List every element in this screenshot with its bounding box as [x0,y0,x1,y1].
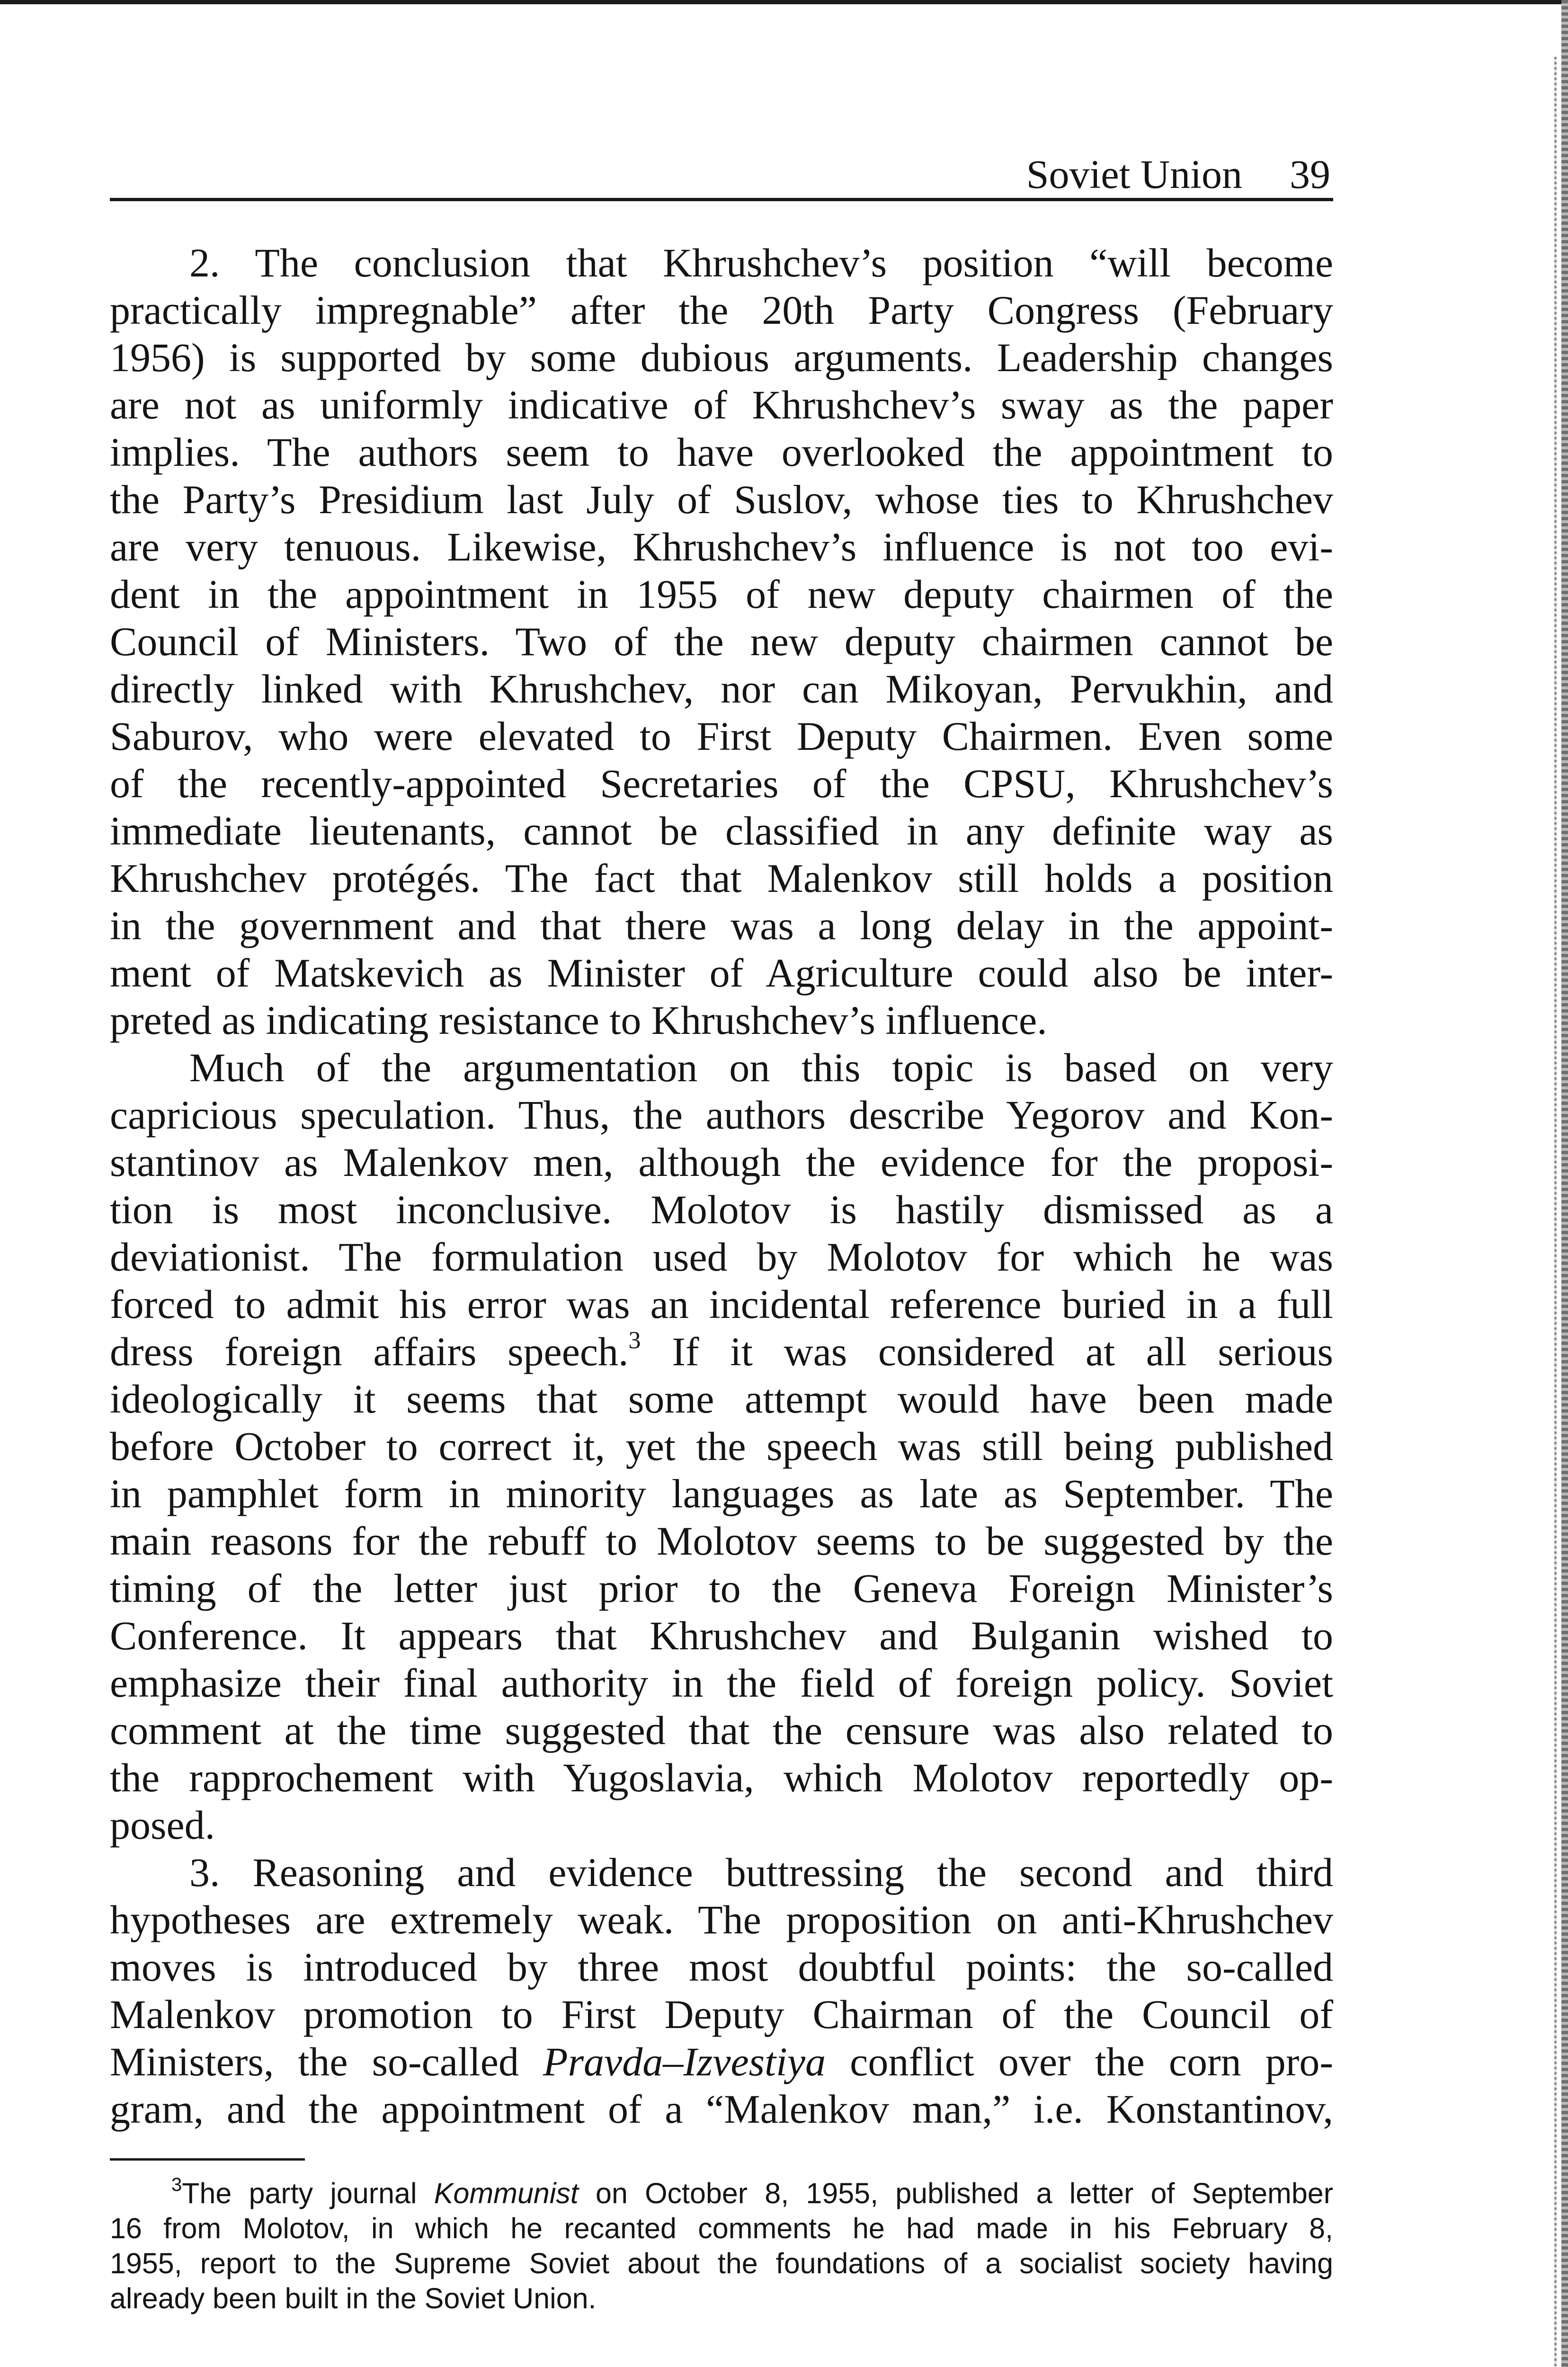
text-line: Khrushchev protégés. The fact that Malenkov still holds a position [110,855,1333,901]
text-line: practically impregnable” after the 20th Party Congress (February [110,287,1333,333]
text-line: 3. Reasoning and evidence buttressing the second and third [189,1850,1333,1895]
text-line: comment at the time suggested that the censure was also related to [110,1708,1333,1753]
text-line: Conference. It appears that Khrushchev and Bulganin wished to [110,1613,1333,1658]
paragraph-point-2 [110,239,1333,1044]
text-segment: on October 8, 1955, published a letter of September [596,2177,1334,2209]
text-segment: If it was considered at all serious [672,1329,1333,1374]
text-line-with-italic [110,2038,1333,2085]
scan-binding-shadow [1554,57,1557,2367]
italic-title-kommunist: Kommunist [434,2177,579,2209]
text-line: in the government and that there was a long delay in the appoint- [110,903,1333,948]
text-segment: Ministers, the so-called [110,2039,519,2084]
text-line: hypotheses are extremely weak. The proposition on anti-Khrushchev [110,1897,1333,1942]
italic-title-pravda-izvestiya: Pravda–Izvestiya [543,2039,826,2084]
text-line: main reasons for the rebuff to Molotov seems to be suggested by the [110,1518,1333,1564]
text-line: directly linked with Khrushchev, nor can Mikoyan, Pervukhin, and [110,666,1333,712]
scan-right-edge [1561,0,1568,2367]
footnote-line [110,2176,1333,2211]
text-line: gram, and the appointment of a “Malenkov man,” i.e. Konstantinov, [110,2086,1333,2132]
text-line: dent in the appointment in 1955 of new deputy chairmen of the [110,571,1333,617]
running-head-title: Soviet Union [1026,151,1242,197]
text-line: tion is most inconclusive. Molotov is hastily dismissed as a [110,1187,1333,1232]
text-line: are very tenuous. Likewise, Khrushchev’s influence is not too evi- [110,524,1333,570]
text-line: of the recently-appointed Secretaries of the CPSU, Khrushchev’s [110,761,1333,806]
text-line: Saburov, who were elevated to First Deputy Chairmen. Even some [110,713,1333,759]
page-number: 39 [1290,151,1330,197]
text-line: stantinov as Malenkov men, although the evidence for the proposi- [110,1139,1333,1185]
text-line: before October to correct it, yet the speech was still being published [110,1424,1333,1469]
footnote-rule [110,2158,305,2161]
text-line: implies. The authors seem to have overlooked the appointment to [110,429,1333,475]
text-line: Council of Ministers. Two of the new deputy chairmen cannot be [110,619,1333,664]
text-line: the Party’s Presidium last July of Suslov, whose ties to Khrushchev [110,477,1333,522]
text-line: Much of the argumentation on this topic is based on very [189,1045,1333,1090]
text-line: 2. The conclusion that Khrushchev’s position “will become [189,240,1333,285]
text-line: preted as indicating resistance to Khrushchev’s influence. [110,997,1047,1043]
footnote-marker: 3 [171,2174,182,2195]
text-line: timing of the letter just prior to the Geneva Foreign Minister’s [110,1566,1333,1611]
text-line: in pamphlet form in minority languages as late as September. The [110,1471,1333,1516]
text-line: ideologically it seems that some attempt would have been made [110,1376,1333,1422]
running-head [110,151,1333,201]
paragraph-argumentation [110,1044,1333,1849]
text-segment: dress foreign affairs speech. [110,1329,629,1374]
body-text [110,239,1333,2133]
footnote-ref-3[interactable]: 3 [628,1327,641,1354]
text-line: deviationist. The formulation used by Molotov for which he was [110,1234,1333,1280]
text-line: Malenkov promotion to First Deputy Chairman of the Council of [110,1992,1333,2037]
footnote-line: 16 from Molotov, in which he recanted comments he had made in his February 8, [110,2212,1333,2244]
text-line: forced to admit his error was an incidental reference buried in a full [110,1281,1333,1327]
footnote-line: already been built in the Soviet Union. [110,2282,597,2314]
text-line: moves is introduced by three most doubtful points: the so-called [110,1944,1333,1990]
text-segment: The party journal [182,2177,417,2209]
text-line: capricious speculation. Thus, the authors describe Yegorov and Kon- [110,1092,1333,1138]
text-line: emphasize their final authority in the field of foreign policy. Soviet [110,1660,1333,1706]
footnote-line: 1955, report to the Supreme Soviet about the foundations of a socialist society having [110,2247,1333,2279]
paragraph-point-3 [110,1849,1333,2133]
scan-top-border [0,0,1568,4]
footnote-3 [110,2176,1333,2316]
text-line: immediate lieutenants, cannot be classified in any definite way as [110,808,1333,854]
text-line: 1956) is supported by some dubious arguments. Leadership changes [110,335,1333,380]
text-line: ment of Matskevich as Minister of Agriculture could also be inter- [110,950,1333,996]
text-line: the rapprochement with Yugoslavia, which Molotov reportedly op- [110,1755,1333,1800]
text-segment: conflict over the corn pro- [850,2039,1334,2084]
text-line: posed. [110,1802,215,1848]
text-line-with-footnote-ref [110,1328,1333,1375]
text-line: are not as uniformly indicative of Khrushchev’s sway as the paper [110,382,1333,427]
